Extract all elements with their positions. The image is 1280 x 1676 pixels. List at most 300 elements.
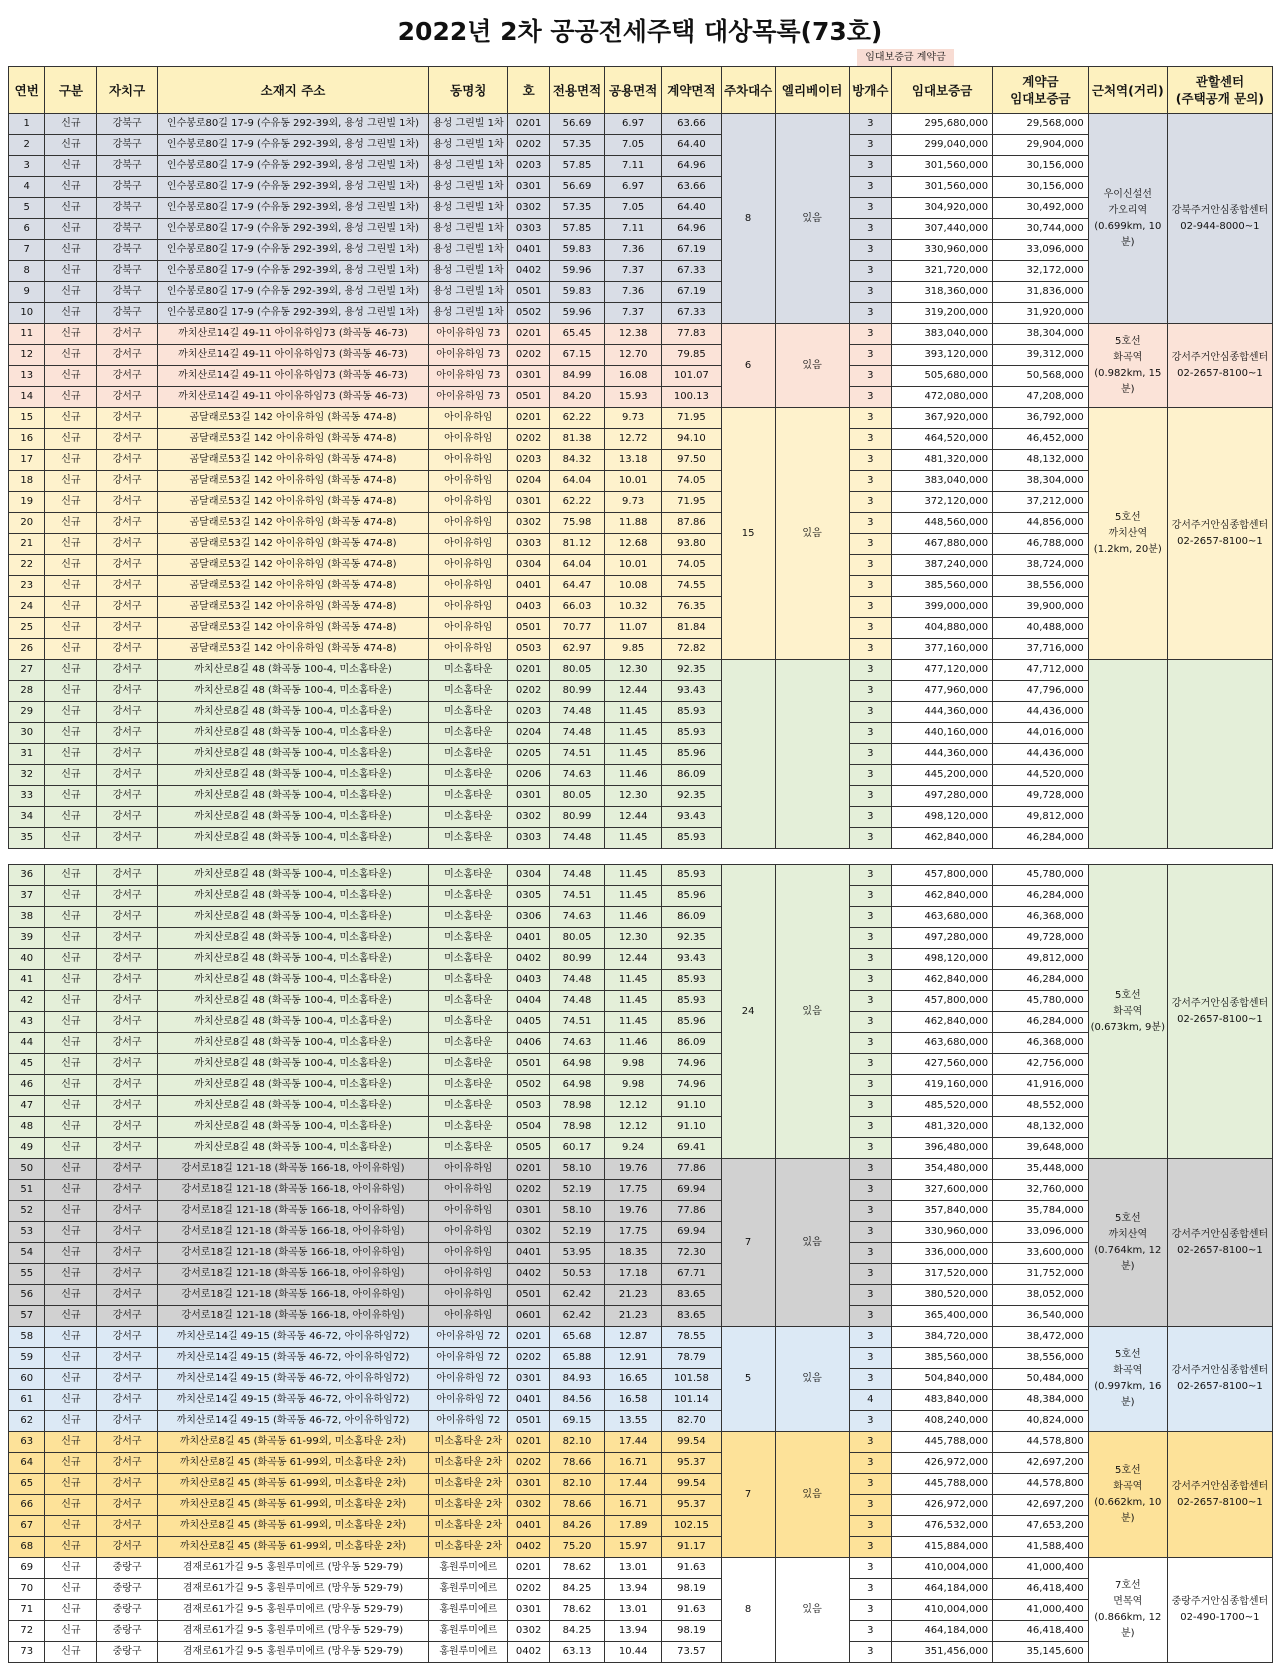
cell-contract-area: 64.40 [662,135,721,156]
cell-contract-area: 64.96 [662,219,721,240]
cell-building: 아이유하임 73 [429,387,508,408]
cell-contract-area: 85.93 [662,723,721,744]
cell-exclusive-area: 59.83 [549,240,604,261]
cell-district: 강서구 [97,1390,157,1411]
cell-no: 1 [9,114,45,135]
cell-deposit: 301,560,000 [892,177,993,198]
cell-deposit: 319,200,000 [892,303,993,324]
cell-contract-area: 85.93 [662,828,721,849]
cell-exclusive-area: 78.66 [549,1495,604,1516]
cell-division: 신규 [45,555,97,576]
cell-unit: 0302 [508,807,550,828]
cell-rooms: 3 [849,1495,892,1516]
cell-district: 강서구 [97,786,157,807]
cell-unit: 0206 [508,765,550,786]
cell-unit: 0201 [508,1327,550,1348]
cell-rooms: 3 [849,1369,892,1390]
cell-rooms: 3 [849,786,892,807]
cell-division: 신규 [45,135,97,156]
cell-common-area: 18.35 [605,1243,662,1264]
cell-address: 강서로18길 121-18 (화곡동 166-18, 아이유하임) [157,1243,429,1264]
cell-no: 15 [9,408,45,429]
cell-deposit: 408,240,000 [892,1411,993,1432]
cell-building: 홍원루미에르 [429,1642,508,1663]
table-row [9,744,1273,765]
cell-exclusive-area: 74.48 [549,970,604,991]
col-district: 자치구 [97,67,157,114]
cell-contract-area: 63.66 [662,114,721,135]
cell-contract-area: 74.05 [662,471,721,492]
cell-building: 아이유하임 [429,618,508,639]
cell-rooms: 3 [849,1180,892,1201]
cell-common-area: 11.45 [605,744,662,765]
cell-deposit: 504,840,000 [892,1369,993,1390]
cell-unit: 0401 [508,1516,550,1537]
cell-unit: 0505 [508,1138,550,1159]
group-parking: 7 [721,1432,775,1558]
cell-district: 강서구 [97,907,157,928]
cell-building: 용성 그린빌 1차 [429,282,508,303]
cell-contract-area: 101.58 [662,1369,721,1390]
cell-common-area: 12.12 [605,1096,662,1117]
cell-common-area: 12.38 [605,324,662,345]
cell-rooms: 3 [849,1579,892,1600]
cell-address: 강서로18길 121-18 (화곡동 166-18, 아이유하임) [157,1222,429,1243]
cell-common-area: 10.08 [605,576,662,597]
cell-exclusive-area: 80.99 [549,949,604,970]
cell-common-area: 12.68 [605,534,662,555]
cell-down-payment: 38,556,000 [993,576,1089,597]
cell-contract-area: 81.84 [662,618,721,639]
cell-exclusive-area: 63.13 [549,1642,604,1663]
cell-common-area: 9.24 [605,1138,662,1159]
cell-deposit: 367,920,000 [892,408,993,429]
cell-district: 강서구 [97,865,157,886]
cell-down-payment: 38,304,000 [993,471,1089,492]
col-down-payment-label: 계약금 임대보증금 [1010,74,1071,106]
cell-down-payment: 46,452,000 [993,429,1089,450]
cell-rooms: 3 [849,928,892,949]
cell-common-area: 12.30 [605,928,662,949]
cell-unit: 0205 [508,744,550,765]
cell-no: 65 [9,1474,45,1495]
cell-down-payment: 42,697,200 [993,1453,1089,1474]
cell-unit: 0306 [508,907,550,928]
cell-common-area: 17.75 [605,1180,662,1201]
cell-down-payment: 48,132,000 [993,1117,1089,1138]
cell-rooms: 3 [849,660,892,681]
cell-rooms: 3 [849,865,892,886]
cell-division: 신규 [45,1222,97,1243]
cell-contract-area: 100.13 [662,387,721,408]
cell-no: 66 [9,1495,45,1516]
cell-contract-area: 91.10 [662,1117,721,1138]
cell-common-area: 12.87 [605,1327,662,1348]
cell-deposit: 472,080,000 [892,387,993,408]
table-row [9,1537,1273,1558]
cell-rooms: 3 [849,492,892,513]
cell-down-payment: 37,716,000 [993,639,1089,660]
group-center: 강서주거안심종합센터 02-2657-8100~1 [1167,1432,1272,1558]
cell-address: 인수봉로80길 17-9 (수유동 292-39외, 용성 그린빌 1차) [157,219,429,240]
cell-exclusive-area: 64.04 [549,471,604,492]
cell-district: 강북구 [97,219,157,240]
cell-contract-area: 91.63 [662,1558,721,1579]
cell-building: 아이유하임 [429,1180,508,1201]
cell-unit: 0202 [508,1180,550,1201]
cell-no: 50 [9,1159,45,1180]
cell-district: 강서구 [97,765,157,786]
cell-no: 67 [9,1516,45,1537]
cell-deposit: 463,680,000 [892,907,993,928]
cell-no: 11 [9,324,45,345]
cell-district: 중랑구 [97,1642,157,1663]
table-row [9,1243,1273,1264]
cell-deposit: 444,360,000 [892,744,993,765]
cell-division: 신규 [45,1033,97,1054]
cell-exclusive-area: 74.51 [549,1012,604,1033]
table-row [9,1285,1273,1306]
cell-exclusive-area: 69.15 [549,1411,604,1432]
cell-unit: 0401 [508,1390,550,1411]
cell-rooms: 3 [849,177,892,198]
cell-address: 까치산로14길 49-11 아이유하임73 (화곡동 46-73) [157,387,429,408]
cell-unit: 0404 [508,991,550,1012]
cell-contract-area: 69.41 [662,1138,721,1159]
group-center: 강서주거안심종합센터 02-2657-8100~1 [1167,408,1272,660]
cell-unit: 0501 [508,387,550,408]
cell-common-area: 12.30 [605,786,662,807]
cell-address: 까치산로8길 48 (화곡동 100-4, 미소홈타운) [157,1012,429,1033]
cell-building: 미소홈타운 2차 [429,1453,508,1474]
cell-deposit: 476,532,000 [892,1516,993,1537]
cell-address: 까치산로8길 45 (화곡동 61-99외, 미소홈타운 2차) [157,1453,429,1474]
cell-exclusive-area: 64.04 [549,555,604,576]
cell-division: 신규 [45,450,97,471]
cell-division: 신규 [45,1516,97,1537]
cell-rooms: 3 [849,219,892,240]
cell-building: 미소홈타운 [429,681,508,702]
cell-division: 신규 [45,156,97,177]
cell-down-payment: 42,756,000 [993,1054,1089,1075]
cell-address: 인수봉로80길 17-9 (수유동 292-39외, 용성 그린빌 1차) [157,303,429,324]
table-row [9,1642,1273,1663]
cell-deposit: 372,120,000 [892,492,993,513]
cell-division: 신규 [45,1369,97,1390]
cell-deposit: 462,840,000 [892,828,993,849]
cell-district: 강서구 [97,702,157,723]
cell-down-payment: 35,784,000 [993,1201,1089,1222]
cell-rooms: 3 [849,261,892,282]
cell-rooms: 3 [849,1096,892,1117]
cell-deposit: 477,120,000 [892,660,993,681]
group-parking [721,660,775,849]
cell-rooms: 3 [849,991,892,1012]
cell-building: 아이유하임 72 [429,1327,508,1348]
cell-building: 아이유하임 [429,492,508,513]
cell-rooms: 3 [849,1201,892,1222]
col-no: 연번 [9,67,45,114]
cell-rooms: 3 [849,1222,892,1243]
cell-division: 신규 [45,492,97,513]
cell-down-payment: 32,760,000 [993,1180,1089,1201]
cell-building: 미소홈타운 2차 [429,1432,508,1453]
cell-common-area: 9.73 [605,492,662,513]
cell-district: 강서구 [97,928,157,949]
cell-exclusive-area: 74.48 [549,702,604,723]
cell-division: 신규 [45,660,97,681]
cell-address: 겸재로61가길 9-5 홍원루미에르 (망우동 529-79) [157,1600,429,1621]
cell-deposit: 396,480,000 [892,1138,993,1159]
cell-down-payment: 44,856,000 [993,513,1089,534]
cell-no: 36 [9,865,45,886]
cell-district: 강서구 [97,1222,157,1243]
table-row [9,597,1273,618]
cell-down-payment: 46,788,000 [993,534,1089,555]
cell-exclusive-area: 75.98 [549,513,604,534]
table-row [9,1264,1273,1285]
cell-rooms: 3 [849,366,892,387]
cell-division: 신규 [45,970,97,991]
cell-building: 미소홈타운 [429,702,508,723]
housing-table-part-1 [8,66,1273,849]
cell-common-area: 7.11 [605,219,662,240]
cell-unit: 0501 [508,1054,550,1075]
cell-exclusive-area: 74.63 [549,907,604,928]
col-exclusive-area: 전용면적 [549,67,604,114]
cell-building: 홍원루미에르 [429,1558,508,1579]
cell-deposit: 427,560,000 [892,1054,993,1075]
cell-building: 용성 그린빌 1차 [429,135,508,156]
cell-unit: 0406 [508,1033,550,1054]
cell-common-area: 11.45 [605,702,662,723]
cell-district: 강서구 [97,471,157,492]
cell-district: 강서구 [97,1159,157,1180]
cell-common-area: 16.71 [605,1453,662,1474]
cell-division: 신규 [45,991,97,1012]
cell-deposit: 384,720,000 [892,1327,993,1348]
cell-rooms: 3 [849,345,892,366]
cell-exclusive-area: 66.03 [549,597,604,618]
cell-exclusive-area: 78.98 [549,1096,604,1117]
cell-division: 신규 [45,1411,97,1432]
cell-no: 14 [9,387,45,408]
group-parking: 7 [721,1159,775,1327]
cell-division: 신규 [45,1138,97,1159]
cell-deposit: 304,920,000 [892,198,993,219]
cell-no: 29 [9,702,45,723]
cell-contract-area: 91.10 [662,1096,721,1117]
cell-down-payment: 38,472,000 [993,1327,1089,1348]
cell-deposit: 393,120,000 [892,345,993,366]
cell-building: 미소홈타운 [429,928,508,949]
cell-building: 미소홈타운 [429,949,508,970]
cell-building: 아이유하임 [429,639,508,660]
cell-down-payment: 38,052,000 [993,1285,1089,1306]
cell-no: 25 [9,618,45,639]
cell-address: 인수봉로80길 17-9 (수유동 292-39외, 용성 그린빌 1차) [157,240,429,261]
cell-common-area: 9.73 [605,408,662,429]
table-row [9,492,1273,513]
cell-exclusive-area: 84.20 [549,387,604,408]
cell-rooms: 3 [849,303,892,324]
cell-down-payment: 30,744,000 [993,219,1089,240]
cell-exclusive-area: 75.20 [549,1537,604,1558]
cell-exclusive-area: 62.42 [549,1285,604,1306]
table-row [9,240,1273,261]
cell-district: 강서구 [97,534,157,555]
cell-common-area: 11.46 [605,765,662,786]
cell-exclusive-area: 74.63 [549,1033,604,1054]
cell-down-payment: 45,780,000 [993,865,1089,886]
cell-district: 강서구 [97,1453,157,1474]
cell-no: 42 [9,991,45,1012]
cell-no: 52 [9,1201,45,1222]
cell-deposit: 462,840,000 [892,970,993,991]
cell-common-area: 11.45 [605,1012,662,1033]
cell-common-area: 16.08 [605,366,662,387]
cell-division: 신규 [45,618,97,639]
cell-district: 강서구 [97,807,157,828]
cell-deposit: 295,680,000 [892,114,993,135]
cell-district: 강서구 [97,886,157,907]
cell-exclusive-area: 78.98 [549,1117,604,1138]
table-row [9,471,1273,492]
cell-division: 신규 [45,1432,97,1453]
cell-unit: 0401 [508,576,550,597]
cell-exclusive-area: 62.97 [549,639,604,660]
cell-down-payment: 44,578,800 [993,1432,1089,1453]
cell-district: 강서구 [97,1138,157,1159]
cell-division: 신규 [45,681,97,702]
cell-no: 46 [9,1075,45,1096]
table-row [9,1411,1273,1432]
cell-division: 신규 [45,1558,97,1579]
cell-common-area: 9.98 [605,1054,662,1075]
cell-no: 69 [9,1558,45,1579]
cell-division: 신규 [45,786,97,807]
table-row [9,1054,1273,1075]
cell-division: 신규 [45,198,97,219]
cell-common-area: 13.94 [605,1621,662,1642]
cell-address: 곰달래로53길 142 아이유하임 (화곡동 474-8) [157,576,429,597]
cell-division: 신규 [45,513,97,534]
cell-rooms: 3 [849,1537,892,1558]
cell-unit: 0201 [508,324,550,345]
cell-down-payment: 48,384,000 [993,1390,1089,1411]
cell-division: 신규 [45,1012,97,1033]
table-row [9,1348,1273,1369]
cell-district: 강서구 [97,597,157,618]
cell-no: 26 [9,639,45,660]
group-elevator: 있음 [775,1159,849,1327]
cell-exclusive-area: 78.62 [549,1558,604,1579]
cell-down-payment: 36,540,000 [993,1306,1089,1327]
cell-common-area: 7.37 [605,261,662,282]
cell-address: 까치산로8길 48 (화곡동 100-4, 미소홈타운) [157,886,429,907]
cell-building: 홍원루미에르 [429,1621,508,1642]
cell-no: 48 [9,1117,45,1138]
cell-no: 24 [9,597,45,618]
cell-unit: 0204 [508,471,550,492]
cell-down-payment: 47,796,000 [993,681,1089,702]
cell-exclusive-area: 57.85 [549,156,604,177]
cell-down-payment: 40,488,000 [993,618,1089,639]
cell-building: 아이유하임 [429,471,508,492]
cell-contract-area: 98.19 [662,1579,721,1600]
cell-exclusive-area: 56.69 [549,114,604,135]
group-station: 5호선 화곡역 (0.997km, 16분) [1088,1327,1167,1432]
cell-deposit: 467,880,000 [892,534,993,555]
cell-address: 까치산로8길 48 (화곡동 100-4, 미소홈타운) [157,1138,429,1159]
cell-no: 61 [9,1390,45,1411]
col-common-area: 공용면적 [605,67,662,114]
cell-down-payment: 38,304,000 [993,324,1089,345]
cell-district: 강서구 [97,1306,157,1327]
cell-unit: 0301 [508,366,550,387]
cell-address: 까치산로8길 48 (화곡동 100-4, 미소홈타운) [157,928,429,949]
cell-exclusive-area: 82.10 [549,1432,604,1453]
cell-no: 41 [9,970,45,991]
cell-building: 아이유하임 72 [429,1390,508,1411]
cell-contract-area: 86.09 [662,907,721,928]
cell-common-area: 11.45 [605,865,662,886]
cell-down-payment: 41,000,400 [993,1600,1089,1621]
cell-unit: 0301 [508,1369,550,1390]
cell-address: 까치산로14길 49-11 아이유하임73 (화곡동 46-73) [157,324,429,345]
cell-building: 아이유하임 [429,450,508,471]
cell-common-area: 16.65 [605,1369,662,1390]
cell-down-payment: 41,000,400 [993,1558,1089,1579]
cell-deposit: 464,184,000 [892,1621,993,1642]
cell-division: 신규 [45,408,97,429]
cell-exclusive-area: 59.83 [549,282,604,303]
cell-contract-area: 67.33 [662,303,721,324]
cell-rooms: 3 [849,681,892,702]
cell-building: 미소홈타운 [429,1012,508,1033]
group-center: 중랑주거안심종합센터 02-490-1700~1 [1167,1558,1272,1663]
cell-contract-area: 86.09 [662,765,721,786]
group-parking: 15 [721,408,775,660]
cell-contract-area: 93.43 [662,681,721,702]
cell-no: 55 [9,1264,45,1285]
group-elevator: 있음 [775,408,849,660]
cell-district: 강서구 [97,1369,157,1390]
col-rooms: 방개수 [849,67,892,114]
cell-division: 신규 [45,1453,97,1474]
cell-down-payment: 31,836,000 [993,282,1089,303]
cell-building: 용성 그린빌 1차 [429,240,508,261]
cell-exclusive-area: 82.10 [549,1474,604,1495]
cell-rooms: 3 [849,513,892,534]
table-row [9,534,1273,555]
cell-common-area: 11.88 [605,513,662,534]
page-title: 2022년 2차 공공전세주택 대상목록(73호) [397,17,883,46]
cell-building: 미소홈타운 [429,991,508,1012]
cell-down-payment: 30,492,000 [993,198,1089,219]
cell-exclusive-area: 56.69 [549,177,604,198]
cell-common-area: 17.89 [605,1516,662,1537]
cell-rooms: 3 [849,949,892,970]
cell-no: 56 [9,1285,45,1306]
cell-contract-area: 63.66 [662,177,721,198]
cell-unit: 0202 [508,429,550,450]
cell-division: 신규 [45,282,97,303]
cell-rooms: 3 [849,1348,892,1369]
cell-building: 홍원루미에르 [429,1579,508,1600]
cell-exclusive-area: 74.51 [549,886,604,907]
cell-rooms: 3 [849,1075,892,1096]
